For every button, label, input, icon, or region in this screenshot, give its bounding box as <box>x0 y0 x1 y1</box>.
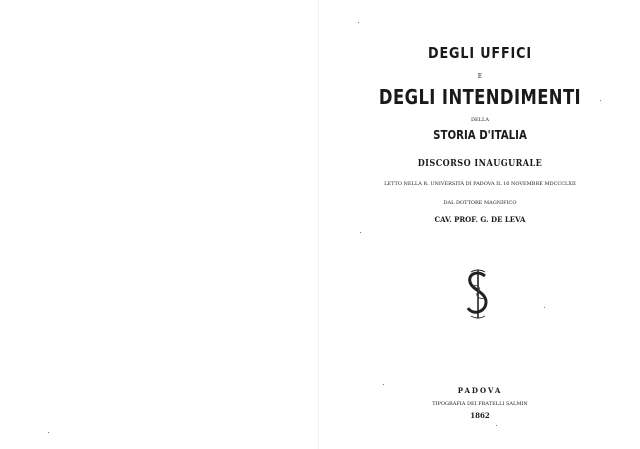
occasion-line: LETTO NELLA R. UNIVERSITÀ DI PADOVA IL 16 NOVEMBRE MDCCCLXII <box>384 181 576 187</box>
paper-speck <box>383 384 384 385</box>
paper-speck <box>600 100 601 101</box>
page-fold <box>318 0 319 449</box>
imprint-city: PADOVA <box>457 386 503 395</box>
title-conjunction: E <box>477 73 483 80</box>
title-line-3: STORIA D'ITALIA <box>433 128 527 142</box>
paper-speck <box>48 432 49 433</box>
paper-speck <box>544 307 545 308</box>
imprint-printer: TIPOGRAFIA DEI FRATELLI SALMIN <box>432 401 528 407</box>
printer-monogram-icon <box>463 268 493 320</box>
author-intro: DAL DOTTORE MAGNIFICO <box>443 200 517 206</box>
imprint-year: 1862 <box>470 411 490 420</box>
subtitle: DISCORSO INAUGURALE <box>417 159 543 169</box>
title-preposition: DELLA <box>471 117 489 123</box>
paper-speck <box>496 425 497 426</box>
author-name: CAV. PROF. G. DE LEVA <box>434 215 526 224</box>
title-page <box>330 0 630 449</box>
title-line-2: DEGLI INTENDIMENTI <box>378 85 582 109</box>
title-line-1: DEGLI UFFICI <box>428 44 532 62</box>
paper-speck <box>358 22 359 23</box>
paper-speck <box>360 232 361 233</box>
